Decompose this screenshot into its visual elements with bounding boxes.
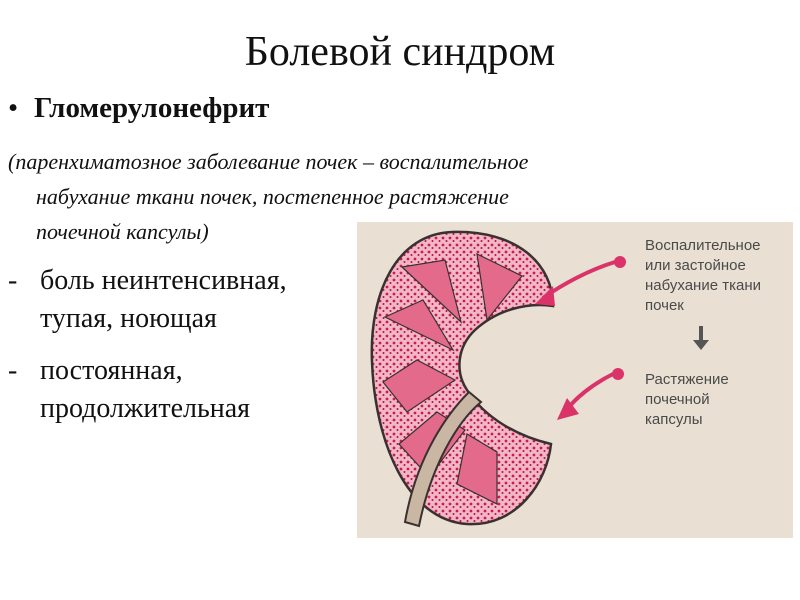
label-swelling-line-3: набухание ткани bbox=[645, 277, 762, 294]
slide-title: Болевой синдром bbox=[244, 29, 556, 75]
label-capsule-line-3: капсулы bbox=[645, 411, 703, 428]
symptom-item-2-line-2: продолжительная bbox=[40, 393, 251, 424]
label-swelling-line-1: Воспалительное bbox=[645, 237, 761, 254]
symptom-item-2 bbox=[8, 352, 250, 428]
description-line-3: почечной капсулы) bbox=[36, 219, 209, 244]
symptom-item-2-line-1: постоянная, bbox=[40, 355, 183, 386]
description-line-2: набухание ткани почек, постепенное растяжение bbox=[36, 184, 509, 209]
label-capsule-line-1: Растяжение bbox=[645, 371, 729, 388]
label-swelling-line-2: или застойное bbox=[645, 257, 746, 274]
symptom-item-1 bbox=[8, 262, 287, 338]
label-capsule-line-2: почечной bbox=[645, 391, 710, 408]
bullet-dot: • bbox=[8, 92, 19, 124]
bullet-heading bbox=[8, 92, 269, 125]
marker-dot-1 bbox=[614, 256, 626, 268]
marker-dot-2 bbox=[612, 368, 624, 380]
symptom-item-1-line-1: боль неинтенсивная, bbox=[40, 265, 287, 296]
bullet-heading-text: Гломерулонефрит bbox=[34, 92, 270, 124]
description-line-1: (паренхиматозное заболевание почек – воспалительное bbox=[8, 149, 529, 174]
dash-marker: - bbox=[8, 265, 18, 296]
kidney-illustration bbox=[357, 222, 793, 538]
label-swelling-line-4: почек bbox=[645, 297, 684, 314]
symptom-item-1-line-2: тупая, ноющая bbox=[40, 303, 217, 334]
dash-marker: - bbox=[8, 355, 18, 386]
